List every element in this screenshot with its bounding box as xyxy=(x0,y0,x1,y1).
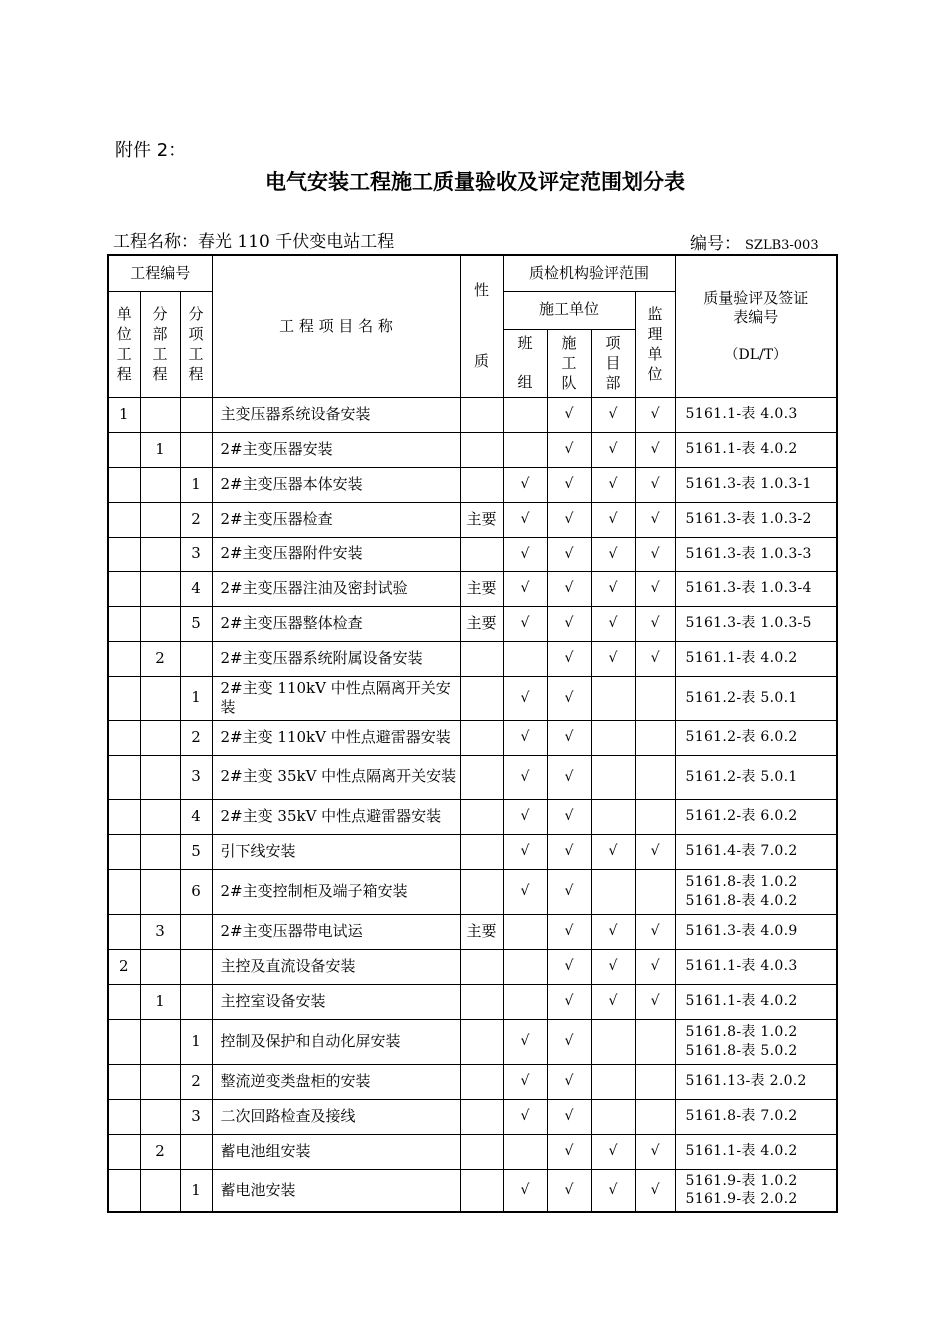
supervisor-check-cell xyxy=(635,720,675,755)
unit-no-cell xyxy=(108,432,140,467)
table-row xyxy=(108,676,837,720)
unit-no-cell xyxy=(108,1134,140,1169)
division-table xyxy=(107,254,838,1213)
supervisor-check-cell xyxy=(635,1064,675,1099)
team-check-cell: √ xyxy=(503,1099,547,1134)
form-number: 5161.2-表 5.0.1 xyxy=(685,689,798,706)
subdivision-no-cell xyxy=(140,571,180,606)
supervisor-check-cell: √ xyxy=(635,641,675,676)
dept-check-cell: √ xyxy=(591,1169,635,1212)
crew-check-cell: √ xyxy=(547,1134,591,1169)
form-number-cell xyxy=(675,641,837,676)
team-check-cell: √ xyxy=(503,1169,547,1212)
dept-check-cell: √ xyxy=(591,641,635,676)
form-number: 5161.1-表 4.0.2 xyxy=(685,441,798,458)
dept-check-cell: √ xyxy=(591,432,635,467)
crew-check-cell: √ xyxy=(547,397,591,432)
item-name-cell: 2#主变压器检查 xyxy=(212,502,460,537)
table-row xyxy=(108,641,837,676)
team-check-cell: √ xyxy=(503,502,547,537)
crew-check-cell: √ xyxy=(547,571,591,606)
dept-check-cell xyxy=(591,1064,635,1099)
crew-check-cell: √ xyxy=(547,606,591,641)
form-number: 5161.1-表 4.0.2 xyxy=(685,1143,798,1160)
dept-check-cell xyxy=(591,720,635,755)
dept-check-cell: √ xyxy=(591,949,635,984)
unit-no-cell xyxy=(108,1169,140,1212)
table-row xyxy=(108,1019,837,1064)
dept-check-cell xyxy=(591,869,635,914)
nature-cell xyxy=(460,1169,503,1212)
item-name-cell: 2#主变控制柜及端子箱安装 xyxy=(212,869,460,914)
form-number: 5161.1-表 4.0.3 xyxy=(685,406,798,423)
item-name-cell: 2#主变压器整体检查 xyxy=(212,606,460,641)
crew-check-cell: √ xyxy=(547,467,591,502)
table-row xyxy=(108,1169,837,1212)
supervisor-check-cell: √ xyxy=(635,949,675,984)
nature-cell xyxy=(460,432,503,467)
project-label: 工程名称： xyxy=(113,232,198,252)
nature-cell xyxy=(460,834,503,869)
unit-no-cell xyxy=(108,606,140,641)
item-name-cell: 主变压器系统设备安装 xyxy=(212,397,460,432)
form-number: 5161.3-表 1.0.3-2 xyxy=(685,511,812,528)
team-check-cell xyxy=(503,914,547,949)
subitem-no-cell: 1 xyxy=(180,1019,212,1064)
header-nature-2: 质 xyxy=(474,352,490,371)
supervisor-check-cell xyxy=(635,1019,675,1064)
form-number: 5161.1-表 4.0.2 xyxy=(685,650,798,667)
form-number: 5161.3-表 1.0.3-1 xyxy=(685,476,812,493)
unit-no-cell xyxy=(108,1019,140,1064)
crew-check-cell: √ xyxy=(547,676,591,720)
unit-no-cell xyxy=(108,834,140,869)
project-name-line xyxy=(113,227,394,252)
table-row xyxy=(108,467,837,502)
form-number-cell xyxy=(675,1099,837,1134)
team-check-cell: √ xyxy=(503,869,547,914)
table-row xyxy=(108,949,837,984)
unit-no-cell xyxy=(108,720,140,755)
unit-no-cell xyxy=(108,537,140,571)
team-check-cell: √ xyxy=(503,467,547,502)
subitem-no-cell: 3 xyxy=(180,1099,212,1134)
subitem-no-cell: 4 xyxy=(180,571,212,606)
form-number: 5161.2-表 6.0.2 xyxy=(685,729,798,746)
nature-cell: 主要 xyxy=(460,606,503,641)
form-number: 5161.8-表 7.0.2 xyxy=(685,1108,798,1125)
form-number-cell xyxy=(675,1134,837,1169)
header-team-1: 班 xyxy=(517,333,533,352)
header-nature xyxy=(460,255,503,397)
dept-check-cell: √ xyxy=(591,834,635,869)
nature-cell xyxy=(460,984,503,1019)
header-team-2: 组 xyxy=(517,373,533,391)
dept-check-cell xyxy=(591,799,635,834)
table-row xyxy=(108,834,837,869)
unit-no-cell xyxy=(108,467,140,502)
subdivision-no-cell: 1 xyxy=(140,432,180,467)
subitem-no-cell: 5 xyxy=(180,834,212,869)
crew-check-cell: √ xyxy=(547,914,591,949)
team-check-cell: √ xyxy=(503,755,547,799)
team-check-cell xyxy=(503,949,547,984)
subitem-no-cell: 6 xyxy=(180,869,212,914)
subdivision-no-cell xyxy=(140,869,180,914)
subitem-no-cell: 2 xyxy=(180,502,212,537)
form-number: 5161.2-表 6.0.2 xyxy=(685,808,798,825)
crew-check-cell: √ xyxy=(547,984,591,1019)
item-name-cell: 2#主变压器带电试运 xyxy=(212,914,460,949)
header-nature-1: 性 xyxy=(474,280,490,299)
unit-no-cell xyxy=(108,984,140,1019)
table-row xyxy=(108,1134,837,1169)
form-number-cell xyxy=(675,869,837,914)
form-number-2: 5161.9-表 2.0.2 xyxy=(685,1191,798,1208)
supervisor-check-cell xyxy=(635,869,675,914)
header-team xyxy=(503,329,547,397)
form-number-cell xyxy=(675,834,837,869)
item-name-cell: 2#主变 35kV 中性点隔离开关安装 xyxy=(212,755,460,799)
supervisor-check-cell: √ xyxy=(635,984,675,1019)
subdivision-no-cell: 2 xyxy=(140,1134,180,1169)
dept-check-cell: √ xyxy=(591,914,635,949)
unit-no-cell xyxy=(108,755,140,799)
form-number-cell xyxy=(675,432,837,467)
header-inspect-scope: 质检机构验评范围 xyxy=(503,255,675,291)
crew-check-cell: √ xyxy=(547,834,591,869)
header-item-name: 工 程 项 目 名 称 xyxy=(212,255,460,397)
team-check-cell xyxy=(503,1134,547,1169)
form-number-cell xyxy=(675,606,837,641)
form-number-cell xyxy=(675,1064,837,1099)
form-number: 5161.3-表 1.0.3-5 xyxy=(685,615,812,632)
nature-cell xyxy=(460,720,503,755)
table-row xyxy=(108,571,837,606)
header-crew: 施工队 xyxy=(561,333,577,392)
subitem-no-cell: 1 xyxy=(180,1169,212,1212)
table-row xyxy=(108,432,837,467)
supervisor-check-cell: √ xyxy=(635,571,675,606)
form-number: 5161.8-表 1.0.2 xyxy=(685,874,798,891)
header-form-number xyxy=(675,255,837,397)
form-number: 5161.13-表 2.0.2 xyxy=(685,1073,807,1090)
subitem-no-cell xyxy=(180,397,212,432)
team-check-cell: √ xyxy=(503,606,547,641)
supervisor-check-cell: √ xyxy=(635,502,675,537)
dept-check-cell xyxy=(591,1019,635,1064)
form-number: 5161.3-表 1.0.3-3 xyxy=(685,545,812,562)
form-number-cell xyxy=(675,571,837,606)
subdivision-no-cell xyxy=(140,1019,180,1064)
table-row xyxy=(108,984,837,1019)
form-number: 5161.1-表 4.0.2 xyxy=(685,993,798,1010)
item-name-cell: 引下线安装 xyxy=(212,834,460,869)
header-form-3: （DL/T） xyxy=(724,346,788,363)
item-name-cell: 二次回路检查及接线 xyxy=(212,1099,460,1134)
table-row xyxy=(108,1064,837,1099)
header-project-number: 工程编号 xyxy=(108,255,212,291)
nature-cell xyxy=(460,755,503,799)
form-number-cell xyxy=(675,502,837,537)
subitem-no-cell: 5 xyxy=(180,606,212,641)
item-name-cell: 2#主变压器附件安装 xyxy=(212,537,460,571)
unit-no-cell xyxy=(108,1064,140,1099)
subdivision-no-cell xyxy=(140,397,180,432)
team-check-cell xyxy=(503,641,547,676)
item-name-cell: 整流逆变类盘柜的安装 xyxy=(212,1064,460,1099)
nature-cell xyxy=(460,949,503,984)
supervisor-check-cell: √ xyxy=(635,432,675,467)
crew-check-cell: √ xyxy=(547,641,591,676)
form-number: 5161.1-表 4.0.3 xyxy=(685,958,798,975)
nature-cell xyxy=(460,1099,503,1134)
team-check-cell xyxy=(503,432,547,467)
unit-no-cell xyxy=(108,869,140,914)
crew-check-cell: √ xyxy=(547,432,591,467)
subdivision-no-cell xyxy=(140,606,180,641)
code-label: 编号： xyxy=(690,234,741,254)
table-row xyxy=(108,537,837,571)
form-number-cell xyxy=(675,1169,837,1212)
subdivision-no-cell: 3 xyxy=(140,914,180,949)
team-check-cell xyxy=(503,984,547,1019)
form-number-cell xyxy=(675,397,837,432)
header-subitem-project: 分项工程 xyxy=(188,304,204,383)
subitem-no-cell xyxy=(180,949,212,984)
subdivision-no-cell xyxy=(140,1169,180,1212)
table-body xyxy=(108,397,837,1212)
table-row xyxy=(108,755,837,799)
table-row xyxy=(108,869,837,914)
subdivision-no-cell xyxy=(140,1064,180,1099)
unit-no-cell xyxy=(108,676,140,720)
supervisor-check-cell: √ xyxy=(635,1134,675,1169)
team-check-cell: √ xyxy=(503,537,547,571)
dept-check-cell: √ xyxy=(591,502,635,537)
nature-cell: 主要 xyxy=(460,571,503,606)
item-name-cell: 2#主变 35kV 中性点避雷器安装 xyxy=(212,799,460,834)
subitem-no-cell: 3 xyxy=(180,755,212,799)
item-name-cell: 2#主变 110kV 中性点隔离开关安装 xyxy=(212,676,460,720)
form-number-cell xyxy=(675,1019,837,1064)
crew-check-cell: √ xyxy=(547,755,591,799)
team-check-cell xyxy=(503,397,547,432)
item-name-cell: 蓄电池安装 xyxy=(212,1169,460,1212)
team-check-cell: √ xyxy=(503,720,547,755)
form-number-cell xyxy=(675,914,837,949)
nature-cell xyxy=(460,1064,503,1099)
dept-check-cell: √ xyxy=(591,984,635,1019)
nature-cell xyxy=(460,641,503,676)
document-title: 电气安装工程施工质量验收及评定范围划分表 xyxy=(265,170,685,194)
nature-cell xyxy=(460,537,503,571)
item-name-cell: 2#主变压器注油及密封试验 xyxy=(212,571,460,606)
dept-check-cell xyxy=(591,676,635,720)
dept-check-cell: √ xyxy=(591,397,635,432)
team-check-cell: √ xyxy=(503,1019,547,1064)
supervisor-check-cell xyxy=(635,799,675,834)
table-row xyxy=(108,397,837,432)
item-name-cell: 蓄电池组安装 xyxy=(212,1134,460,1169)
code-value: SZLB3-003 xyxy=(745,238,819,253)
form-number-cell xyxy=(675,755,837,799)
form-number-2: 5161.8-表 5.0.2 xyxy=(685,1042,798,1059)
team-check-cell: √ xyxy=(503,571,547,606)
header-subdivision-project: 分部工程 xyxy=(152,304,168,383)
supervisor-check-cell: √ xyxy=(635,606,675,641)
subdivision-no-cell xyxy=(140,676,180,720)
unit-no-cell xyxy=(108,799,140,834)
supervisor-check-cell: √ xyxy=(635,537,675,571)
item-name-cell: 控制及保护和自动化屏安装 xyxy=(212,1019,460,1064)
supervisor-check-cell: √ xyxy=(635,1169,675,1212)
supervisor-check-cell xyxy=(635,1099,675,1134)
attachment-label: 附件 2： xyxy=(115,140,187,161)
supervisor-check-cell: √ xyxy=(635,397,675,432)
table-row xyxy=(108,606,837,641)
nature-cell xyxy=(460,676,503,720)
header-construction-unit: 施工单位 xyxy=(503,291,635,329)
table-row xyxy=(108,720,837,755)
team-check-cell: √ xyxy=(503,676,547,720)
nature-cell: 主要 xyxy=(460,914,503,949)
crew-check-cell: √ xyxy=(547,1169,591,1212)
crew-check-cell: √ xyxy=(547,502,591,537)
subitem-no-cell: 1 xyxy=(180,467,212,502)
nature-cell xyxy=(460,467,503,502)
crew-check-cell: √ xyxy=(547,799,591,834)
header-unit-project: 单位工程 xyxy=(116,304,132,383)
supervisor-check-cell: √ xyxy=(635,467,675,502)
form-number-cell xyxy=(675,949,837,984)
subitem-no-cell xyxy=(180,432,212,467)
unit-no-cell xyxy=(108,914,140,949)
form-number: 5161.3-表 4.0.9 xyxy=(685,923,798,940)
supervisor-check-cell xyxy=(635,676,675,720)
form-number-cell xyxy=(675,676,837,720)
unit-no-cell: 2 xyxy=(108,949,140,984)
form-number: 5161.9-表 1.0.2 xyxy=(685,1173,798,1190)
crew-check-cell: √ xyxy=(547,537,591,571)
nature-cell xyxy=(460,1019,503,1064)
dept-check-cell: √ xyxy=(591,467,635,502)
team-check-cell: √ xyxy=(503,1064,547,1099)
crew-check-cell: √ xyxy=(547,869,591,914)
subdivision-no-cell xyxy=(140,467,180,502)
form-number: 5161.8-表 1.0.2 xyxy=(685,1024,798,1041)
crew-check-cell: √ xyxy=(547,949,591,984)
unit-no-cell xyxy=(108,571,140,606)
supervisor-check-cell xyxy=(635,755,675,799)
subdivision-no-cell xyxy=(140,537,180,571)
item-name-cell: 主控及直流设备安装 xyxy=(212,949,460,984)
subitem-no-cell xyxy=(180,641,212,676)
table-row xyxy=(108,1099,837,1134)
form-number-cell xyxy=(675,984,837,1019)
table-row xyxy=(108,799,837,834)
item-name-cell: 2#主变压器本体安装 xyxy=(212,467,460,502)
dept-check-cell: √ xyxy=(591,537,635,571)
dept-check-cell: √ xyxy=(591,1134,635,1169)
nature-cell xyxy=(460,799,503,834)
table-row xyxy=(108,914,837,949)
form-number-2: 5161.8-表 4.0.2 xyxy=(685,892,798,909)
header-dept: 项目部 xyxy=(605,333,621,392)
dept-check-cell xyxy=(591,755,635,799)
project-name: 春光 110 千伏变电站工程 xyxy=(198,232,395,252)
subitem-no-cell xyxy=(180,1134,212,1169)
dept-check-cell: √ xyxy=(591,571,635,606)
subdivision-no-cell xyxy=(140,720,180,755)
dept-check-cell: √ xyxy=(591,606,635,641)
subdivision-no-cell xyxy=(140,755,180,799)
supervisor-check-cell: √ xyxy=(635,834,675,869)
crew-check-cell: √ xyxy=(547,720,591,755)
form-number: 5161.2-表 5.0.1 xyxy=(685,768,798,785)
subdivision-no-cell xyxy=(140,799,180,834)
form-number: 5161.4-表 7.0.2 xyxy=(685,843,798,860)
nature-cell xyxy=(460,1134,503,1169)
table-row xyxy=(108,502,837,537)
form-number-cell xyxy=(675,467,837,502)
supervisor-check-cell: √ xyxy=(635,914,675,949)
subitem-no-cell xyxy=(180,914,212,949)
subdivision-no-cell xyxy=(140,502,180,537)
subitem-no-cell: 2 xyxy=(180,1064,212,1099)
subdivision-no-cell: 1 xyxy=(140,984,180,1019)
form-number-cell xyxy=(675,720,837,755)
unit-no-cell: 1 xyxy=(108,397,140,432)
subitem-no-cell: 1 xyxy=(180,676,212,720)
subdivision-no-cell xyxy=(140,834,180,869)
header-form-1: 质量验评及签证 xyxy=(703,288,809,307)
subitem-no-cell: 3 xyxy=(180,537,212,571)
crew-check-cell: √ xyxy=(547,1064,591,1099)
crew-check-cell: √ xyxy=(547,1099,591,1134)
subitem-no-cell: 4 xyxy=(180,799,212,834)
form-number-cell xyxy=(675,537,837,571)
subdivision-no-cell xyxy=(140,949,180,984)
unit-no-cell xyxy=(108,502,140,537)
header-supervisor: 监理单位 xyxy=(647,304,663,383)
item-name-cell: 2#主变 110kV 中性点避雷器安装 xyxy=(212,720,460,755)
nature-cell: 主要 xyxy=(460,502,503,537)
team-check-cell: √ xyxy=(503,834,547,869)
form-number-cell xyxy=(675,799,837,834)
dept-check-cell xyxy=(591,1099,635,1134)
subitem-no-cell: 2 xyxy=(180,720,212,755)
document-code-line xyxy=(690,229,819,254)
item-name-cell: 主控室设备安装 xyxy=(212,984,460,1019)
item-name-cell: 2#主变压器系统附属设备安装 xyxy=(212,641,460,676)
header-form-2: 表编号 xyxy=(733,308,779,327)
unit-no-cell xyxy=(108,641,140,676)
crew-check-cell: √ xyxy=(547,1019,591,1064)
unit-no-cell xyxy=(108,1099,140,1134)
nature-cell xyxy=(460,869,503,914)
subdivision-no-cell xyxy=(140,1099,180,1134)
subitem-no-cell xyxy=(180,984,212,1019)
nature-cell xyxy=(460,397,503,432)
item-name-cell: 2#主变压器安装 xyxy=(212,432,460,467)
form-number: 5161.3-表 1.0.3-4 xyxy=(685,580,812,597)
team-check-cell: √ xyxy=(503,799,547,834)
subdivision-no-cell: 2 xyxy=(140,641,180,676)
